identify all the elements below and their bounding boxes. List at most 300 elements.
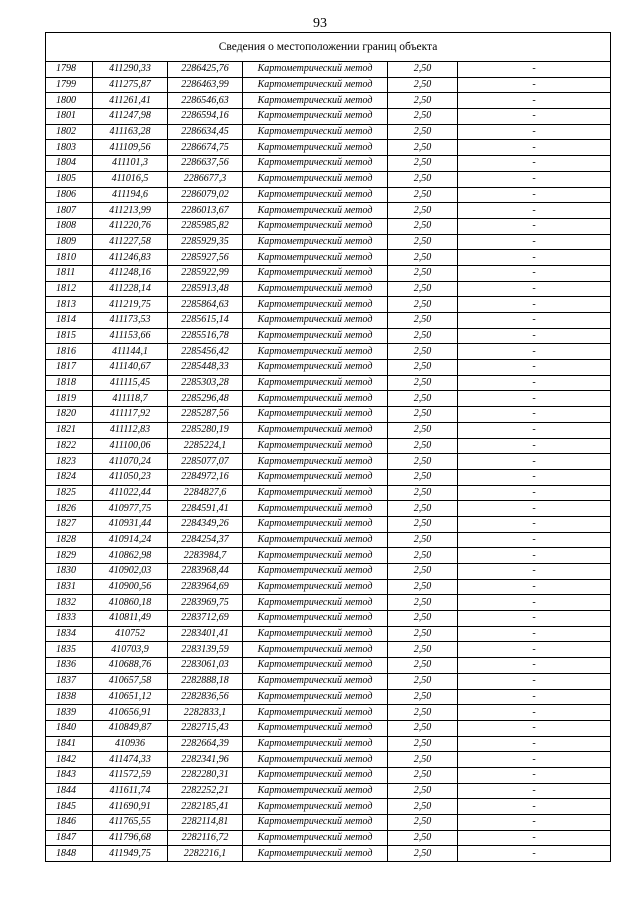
note-cell: - <box>458 265 611 281</box>
point-number-cell: 1828 <box>46 532 93 548</box>
y-coordinate-cell: 2285224,1 <box>168 438 243 454</box>
y-coordinate-cell: 2282888,18 <box>168 673 243 689</box>
table-row <box>46 579 611 595</box>
method-cell: Картометрический метод <box>243 93 388 109</box>
method-cell: Картометрический метод <box>243 799 388 815</box>
table-title: Сведения о местоположении границ объекта <box>46 33 611 62</box>
x-coordinate-cell: 411016,5 <box>93 171 168 187</box>
point-number-cell: 1836 <box>46 658 93 674</box>
y-coordinate-cell: 2286677,3 <box>168 171 243 187</box>
table-row <box>46 532 611 548</box>
method-cell: Картометрический метод <box>243 485 388 501</box>
note-cell: - <box>458 642 611 658</box>
method-cell: Картометрический метод <box>243 124 388 140</box>
x-coordinate-cell: 410656,91 <box>93 705 168 721</box>
x-coordinate-cell: 411117,92 <box>93 407 168 423</box>
y-coordinate-cell: 2283969,75 <box>168 595 243 611</box>
x-coordinate-cell: 411153,66 <box>93 328 168 344</box>
note-cell: - <box>458 218 611 234</box>
note-cell: - <box>458 532 611 548</box>
point-number-cell: 1813 <box>46 297 93 313</box>
y-coordinate-cell: 2283968,44 <box>168 564 243 580</box>
y-coordinate-cell: 2282833,1 <box>168 705 243 721</box>
y-coordinate-cell: 2286013,67 <box>168 203 243 219</box>
y-coordinate-cell: 2285929,35 <box>168 234 243 250</box>
method-cell: Картометрический метод <box>243 595 388 611</box>
y-coordinate-cell: 2285303,28 <box>168 375 243 391</box>
accuracy-cell: 2,50 <box>388 516 458 532</box>
table-row <box>46 438 611 454</box>
accuracy-cell: 2,50 <box>388 611 458 627</box>
y-coordinate-cell: 2285296,48 <box>168 391 243 407</box>
x-coordinate-cell: 411765,55 <box>93 815 168 831</box>
point-number-cell: 1847 <box>46 830 93 846</box>
table-row <box>46 469 611 485</box>
accuracy-cell: 2,50 <box>388 752 458 768</box>
method-cell: Картометрический метод <box>243 422 388 438</box>
note-cell: - <box>458 485 611 501</box>
y-coordinate-cell: 2284254,37 <box>168 532 243 548</box>
y-coordinate-cell: 2282216,1 <box>168 846 243 862</box>
table-row <box>46 313 611 329</box>
table-row <box>46 815 611 831</box>
x-coordinate-cell: 411474,33 <box>93 752 168 768</box>
point-number-cell: 1811 <box>46 265 93 281</box>
accuracy-cell: 2,50 <box>388 297 458 313</box>
point-number-cell: 1848 <box>46 846 93 862</box>
y-coordinate-cell: 2282252,21 <box>168 783 243 799</box>
accuracy-cell: 2,50 <box>388 109 458 125</box>
point-number-cell: 1814 <box>46 313 93 329</box>
point-number-cell: 1812 <box>46 281 93 297</box>
method-cell: Картометрический метод <box>243 579 388 595</box>
method-cell: Картометрический метод <box>243 642 388 658</box>
table-row <box>46 611 611 627</box>
table-row <box>46 736 611 752</box>
method-cell: Картометрический метод <box>243 297 388 313</box>
x-coordinate-cell: 410931,44 <box>93 516 168 532</box>
y-coordinate-cell: 2285516,78 <box>168 328 243 344</box>
y-coordinate-cell: 2282836,56 <box>168 689 243 705</box>
note-cell: - <box>458 234 611 250</box>
accuracy-cell: 2,50 <box>388 203 458 219</box>
point-number-cell: 1802 <box>46 124 93 140</box>
x-coordinate-cell: 411112,83 <box>93 422 168 438</box>
y-coordinate-cell: 2286637,56 <box>168 156 243 172</box>
x-coordinate-cell: 411247,98 <box>93 109 168 125</box>
accuracy-cell: 2,50 <box>388 391 458 407</box>
method-cell: Картометрический метод <box>243 830 388 846</box>
table-row <box>46 673 611 689</box>
y-coordinate-cell: 2282341,96 <box>168 752 243 768</box>
accuracy-cell: 2,50 <box>388 438 458 454</box>
note-cell: - <box>458 564 611 580</box>
method-cell: Картометрический метод <box>243 705 388 721</box>
point-number-cell: 1808 <box>46 218 93 234</box>
accuracy-cell: 2,50 <box>388 93 458 109</box>
accuracy-cell: 2,50 <box>388 62 458 78</box>
accuracy-cell: 2,50 <box>388 642 458 658</box>
table-row <box>46 234 611 250</box>
note-cell: - <box>458 689 611 705</box>
y-coordinate-cell: 2284349,26 <box>168 516 243 532</box>
note-cell: - <box>458 203 611 219</box>
table-row <box>46 218 611 234</box>
accuracy-cell: 2,50 <box>388 830 458 846</box>
point-number-cell: 1824 <box>46 469 93 485</box>
y-coordinate-cell: 2283712,69 <box>168 611 243 627</box>
y-coordinate-cell: 2284972,16 <box>168 469 243 485</box>
table-row <box>46 109 611 125</box>
accuracy-cell: 2,50 <box>388 532 458 548</box>
note-cell: - <box>458 736 611 752</box>
y-coordinate-cell: 2286546,63 <box>168 93 243 109</box>
y-coordinate-cell: 2284827,6 <box>168 485 243 501</box>
x-coordinate-cell: 411101,3 <box>93 156 168 172</box>
accuracy-cell: 2,50 <box>388 218 458 234</box>
table-row <box>46 752 611 768</box>
method-cell: Картометрический метод <box>243 767 388 783</box>
method-cell: Картометрический метод <box>243 328 388 344</box>
table-row <box>46 281 611 297</box>
accuracy-cell: 2,50 <box>388 767 458 783</box>
point-number-cell: 1804 <box>46 156 93 172</box>
method-cell: Картометрический метод <box>243 815 388 831</box>
note-cell: - <box>458 830 611 846</box>
y-coordinate-cell: 2282185,41 <box>168 799 243 815</box>
x-coordinate-cell: 411173,53 <box>93 313 168 329</box>
x-coordinate-cell: 411070,24 <box>93 454 168 470</box>
x-coordinate-cell: 411219,75 <box>93 297 168 313</box>
x-coordinate-cell: 411572,59 <box>93 767 168 783</box>
point-number-cell: 1845 <box>46 799 93 815</box>
method-cell: Картометрический метод <box>243 281 388 297</box>
y-coordinate-cell: 2285280,19 <box>168 422 243 438</box>
accuracy-cell: 2,50 <box>388 407 458 423</box>
accuracy-cell: 2,50 <box>388 595 458 611</box>
table-row <box>46 485 611 501</box>
accuracy-cell: 2,50 <box>388 469 458 485</box>
note-cell: - <box>458 673 611 689</box>
x-coordinate-cell: 410703,9 <box>93 642 168 658</box>
accuracy-cell: 2,50 <box>388 485 458 501</box>
note-cell: - <box>458 658 611 674</box>
method-cell: Картометрический метод <box>243 564 388 580</box>
point-number-cell: 1839 <box>46 705 93 721</box>
note-cell: - <box>458 548 611 564</box>
point-number-cell: 1826 <box>46 501 93 517</box>
x-coordinate-cell: 411050,23 <box>93 469 168 485</box>
x-coordinate-cell: 410657,58 <box>93 673 168 689</box>
y-coordinate-cell: 2283139,59 <box>168 642 243 658</box>
point-number-cell: 1807 <box>46 203 93 219</box>
accuracy-cell: 2,50 <box>388 564 458 580</box>
accuracy-cell: 2,50 <box>388 171 458 187</box>
table-row <box>46 391 611 407</box>
table-row <box>46 626 611 642</box>
accuracy-cell: 2,50 <box>388 422 458 438</box>
note-cell: - <box>458 328 611 344</box>
table-row <box>46 830 611 846</box>
table-row <box>46 360 611 376</box>
note-cell: - <box>458 407 611 423</box>
table-row <box>46 642 611 658</box>
note-cell: - <box>458 344 611 360</box>
note-cell: - <box>458 171 611 187</box>
method-cell: Картометрический метод <box>243 438 388 454</box>
table-row <box>46 658 611 674</box>
note-cell: - <box>458 360 611 376</box>
method-cell: Картометрический метод <box>243 360 388 376</box>
table-row <box>46 705 611 721</box>
note-cell: - <box>458 140 611 156</box>
point-number-cell: 1833 <box>46 611 93 627</box>
accuracy-cell: 2,50 <box>388 689 458 705</box>
accuracy-cell: 2,50 <box>388 313 458 329</box>
method-cell: Картометрический метод <box>243 391 388 407</box>
table-row <box>46 265 611 281</box>
x-coordinate-cell: 411115,45 <box>93 375 168 391</box>
note-cell: - <box>458 109 611 125</box>
point-number-cell: 1805 <box>46 171 93 187</box>
table-row <box>46 422 611 438</box>
x-coordinate-cell: 411163,28 <box>93 124 168 140</box>
y-coordinate-cell: 2283061,03 <box>168 658 243 674</box>
note-cell: - <box>458 454 611 470</box>
y-coordinate-cell: 2285913,48 <box>168 281 243 297</box>
note-cell: - <box>458 187 611 203</box>
point-number-cell: 1819 <box>46 391 93 407</box>
y-coordinate-cell: 2285927,56 <box>168 250 243 266</box>
y-coordinate-cell: 2283401,41 <box>168 626 243 642</box>
table-row <box>46 93 611 109</box>
y-coordinate-cell: 2285448,33 <box>168 360 243 376</box>
table-header-row <box>46 33 611 62</box>
accuracy-cell: 2,50 <box>388 360 458 376</box>
x-coordinate-cell: 410752 <box>93 626 168 642</box>
x-coordinate-cell: 411144,1 <box>93 344 168 360</box>
point-number-cell: 1841 <box>46 736 93 752</box>
note-cell: - <box>458 469 611 485</box>
method-cell: Картометрический метод <box>243 313 388 329</box>
table-row <box>46 846 611 862</box>
note-cell: - <box>458 752 611 768</box>
table-row <box>46 720 611 736</box>
y-coordinate-cell: 2285985,82 <box>168 218 243 234</box>
note-cell: - <box>458 783 611 799</box>
note-cell: - <box>458 815 611 831</box>
table-row <box>46 407 611 423</box>
note-cell: - <box>458 281 611 297</box>
note-cell: - <box>458 579 611 595</box>
table-row <box>46 171 611 187</box>
x-coordinate-cell: 410849,87 <box>93 720 168 736</box>
x-coordinate-cell: 411796,68 <box>93 830 168 846</box>
note-cell: - <box>458 124 611 140</box>
y-coordinate-cell: 2283964,69 <box>168 579 243 595</box>
table-row <box>46 799 611 815</box>
method-cell: Картометрический метод <box>243 626 388 642</box>
method-cell: Картометрический метод <box>243 736 388 752</box>
point-number-cell: 1846 <box>46 815 93 831</box>
point-number-cell: 1842 <box>46 752 93 768</box>
note-cell: - <box>458 93 611 109</box>
table-row <box>46 297 611 313</box>
table-row <box>46 783 611 799</box>
point-number-cell: 1815 <box>46 328 93 344</box>
note-cell: - <box>458 250 611 266</box>
table-row <box>46 564 611 580</box>
point-number-cell: 1806 <box>46 187 93 203</box>
x-coordinate-cell: 411109,56 <box>93 140 168 156</box>
point-number-cell: 1798 <box>46 62 93 78</box>
accuracy-cell: 2,50 <box>388 720 458 736</box>
method-cell: Картометрический метод <box>243 720 388 736</box>
y-coordinate-cell: 2283984,7 <box>168 548 243 564</box>
note-cell: - <box>458 375 611 391</box>
method-cell: Картометрический метод <box>243 218 388 234</box>
method-cell: Картометрический метод <box>243 658 388 674</box>
accuracy-cell: 2,50 <box>388 705 458 721</box>
accuracy-cell: 2,50 <box>388 673 458 689</box>
table-row <box>46 767 611 783</box>
page-number: 93 <box>313 16 327 31</box>
accuracy-cell: 2,50 <box>388 454 458 470</box>
accuracy-cell: 2,50 <box>388 846 458 862</box>
table-row <box>46 328 611 344</box>
accuracy-cell: 2,50 <box>388 77 458 93</box>
method-cell: Картометрический метод <box>243 611 388 627</box>
note-cell: - <box>458 767 611 783</box>
method-cell: Картометрический метод <box>243 156 388 172</box>
table-row <box>46 689 611 705</box>
x-coordinate-cell: 411261,41 <box>93 93 168 109</box>
y-coordinate-cell: 2286463,99 <box>168 77 243 93</box>
note-cell: - <box>458 611 611 627</box>
accuracy-cell: 2,50 <box>388 250 458 266</box>
accuracy-cell: 2,50 <box>388 548 458 564</box>
accuracy-cell: 2,50 <box>388 815 458 831</box>
point-number-cell: 1835 <box>46 642 93 658</box>
note-cell: - <box>458 156 611 172</box>
table-row <box>46 375 611 391</box>
point-number-cell: 1821 <box>46 422 93 438</box>
note-cell: - <box>458 626 611 642</box>
y-coordinate-cell: 2286594,16 <box>168 109 243 125</box>
point-number-cell: 1816 <box>46 344 93 360</box>
table-row <box>46 595 611 611</box>
accuracy-cell: 2,50 <box>388 140 458 156</box>
method-cell: Картометрический метод <box>243 140 388 156</box>
y-coordinate-cell: 2285077,07 <box>168 454 243 470</box>
table-row <box>46 156 611 172</box>
table-row <box>46 187 611 203</box>
y-coordinate-cell: 2285456,42 <box>168 344 243 360</box>
method-cell: Картометрический метод <box>243 469 388 485</box>
point-number-cell: 1810 <box>46 250 93 266</box>
table-row <box>46 124 611 140</box>
x-coordinate-cell: 411227,58 <box>93 234 168 250</box>
x-coordinate-cell: 411100,06 <box>93 438 168 454</box>
x-coordinate-cell: 411275,87 <box>93 77 168 93</box>
y-coordinate-cell: 2286425,76 <box>168 62 243 78</box>
point-number-cell: 1817 <box>46 360 93 376</box>
accuracy-cell: 2,50 <box>388 658 458 674</box>
method-cell: Картометрический метод <box>243 783 388 799</box>
x-coordinate-cell: 411213,99 <box>93 203 168 219</box>
x-coordinate-cell: 411246,83 <box>93 250 168 266</box>
x-coordinate-cell: 411690,91 <box>93 799 168 815</box>
method-cell: Картометрический метод <box>243 673 388 689</box>
method-cell: Картометрический метод <box>243 548 388 564</box>
y-coordinate-cell: 2285615,14 <box>168 313 243 329</box>
point-number-cell: 1844 <box>46 783 93 799</box>
point-number-cell: 1809 <box>46 234 93 250</box>
table-row <box>46 516 611 532</box>
x-coordinate-cell: 410811,49 <box>93 611 168 627</box>
x-coordinate-cell: 411290,33 <box>93 62 168 78</box>
accuracy-cell: 2,50 <box>388 375 458 391</box>
point-number-cell: 1827 <box>46 516 93 532</box>
point-number-cell: 1801 <box>46 109 93 125</box>
point-number-cell: 1800 <box>46 93 93 109</box>
accuracy-cell: 2,50 <box>388 736 458 752</box>
method-cell: Картометрический метод <box>243 516 388 532</box>
point-number-cell: 1823 <box>46 454 93 470</box>
point-number-cell: 1830 <box>46 564 93 580</box>
point-number-cell: 1831 <box>46 579 93 595</box>
method-cell: Картометрический метод <box>243 203 388 219</box>
x-coordinate-cell: 411611,74 <box>93 783 168 799</box>
x-coordinate-cell: 410860,18 <box>93 595 168 611</box>
point-number-cell: 1834 <box>46 626 93 642</box>
x-coordinate-cell: 410902,03 <box>93 564 168 580</box>
x-coordinate-cell: 411140,67 <box>93 360 168 376</box>
note-cell: - <box>458 846 611 862</box>
note-cell: - <box>458 313 611 329</box>
accuracy-cell: 2,50 <box>388 124 458 140</box>
accuracy-cell: 2,50 <box>388 626 458 642</box>
y-coordinate-cell: 2282715,43 <box>168 720 243 736</box>
method-cell: Картометрический метод <box>243 344 388 360</box>
method-cell: Картометрический метод <box>243 109 388 125</box>
x-coordinate-cell: 410688,76 <box>93 658 168 674</box>
note-cell: - <box>458 391 611 407</box>
note-cell: - <box>458 501 611 517</box>
note-cell: - <box>458 297 611 313</box>
note-cell: - <box>458 516 611 532</box>
accuracy-cell: 2,50 <box>388 579 458 595</box>
x-coordinate-cell: 410936 <box>93 736 168 752</box>
table-row <box>46 250 611 266</box>
method-cell: Картометрический метод <box>243 187 388 203</box>
point-number-cell: 1820 <box>46 407 93 423</box>
point-number-cell: 1825 <box>46 485 93 501</box>
accuracy-cell: 2,50 <box>388 799 458 815</box>
note-cell: - <box>458 77 611 93</box>
table-row <box>46 62 611 78</box>
accuracy-cell: 2,50 <box>388 265 458 281</box>
point-number-cell: 1838 <box>46 689 93 705</box>
accuracy-cell: 2,50 <box>388 344 458 360</box>
table-body <box>46 62 611 862</box>
x-coordinate-cell: 410914,24 <box>93 532 168 548</box>
accuracy-cell: 2,50 <box>388 328 458 344</box>
point-number-cell: 1803 <box>46 140 93 156</box>
note-cell: - <box>458 799 611 815</box>
method-cell: Картометрический метод <box>243 265 388 281</box>
y-coordinate-cell: 2284591,41 <box>168 501 243 517</box>
